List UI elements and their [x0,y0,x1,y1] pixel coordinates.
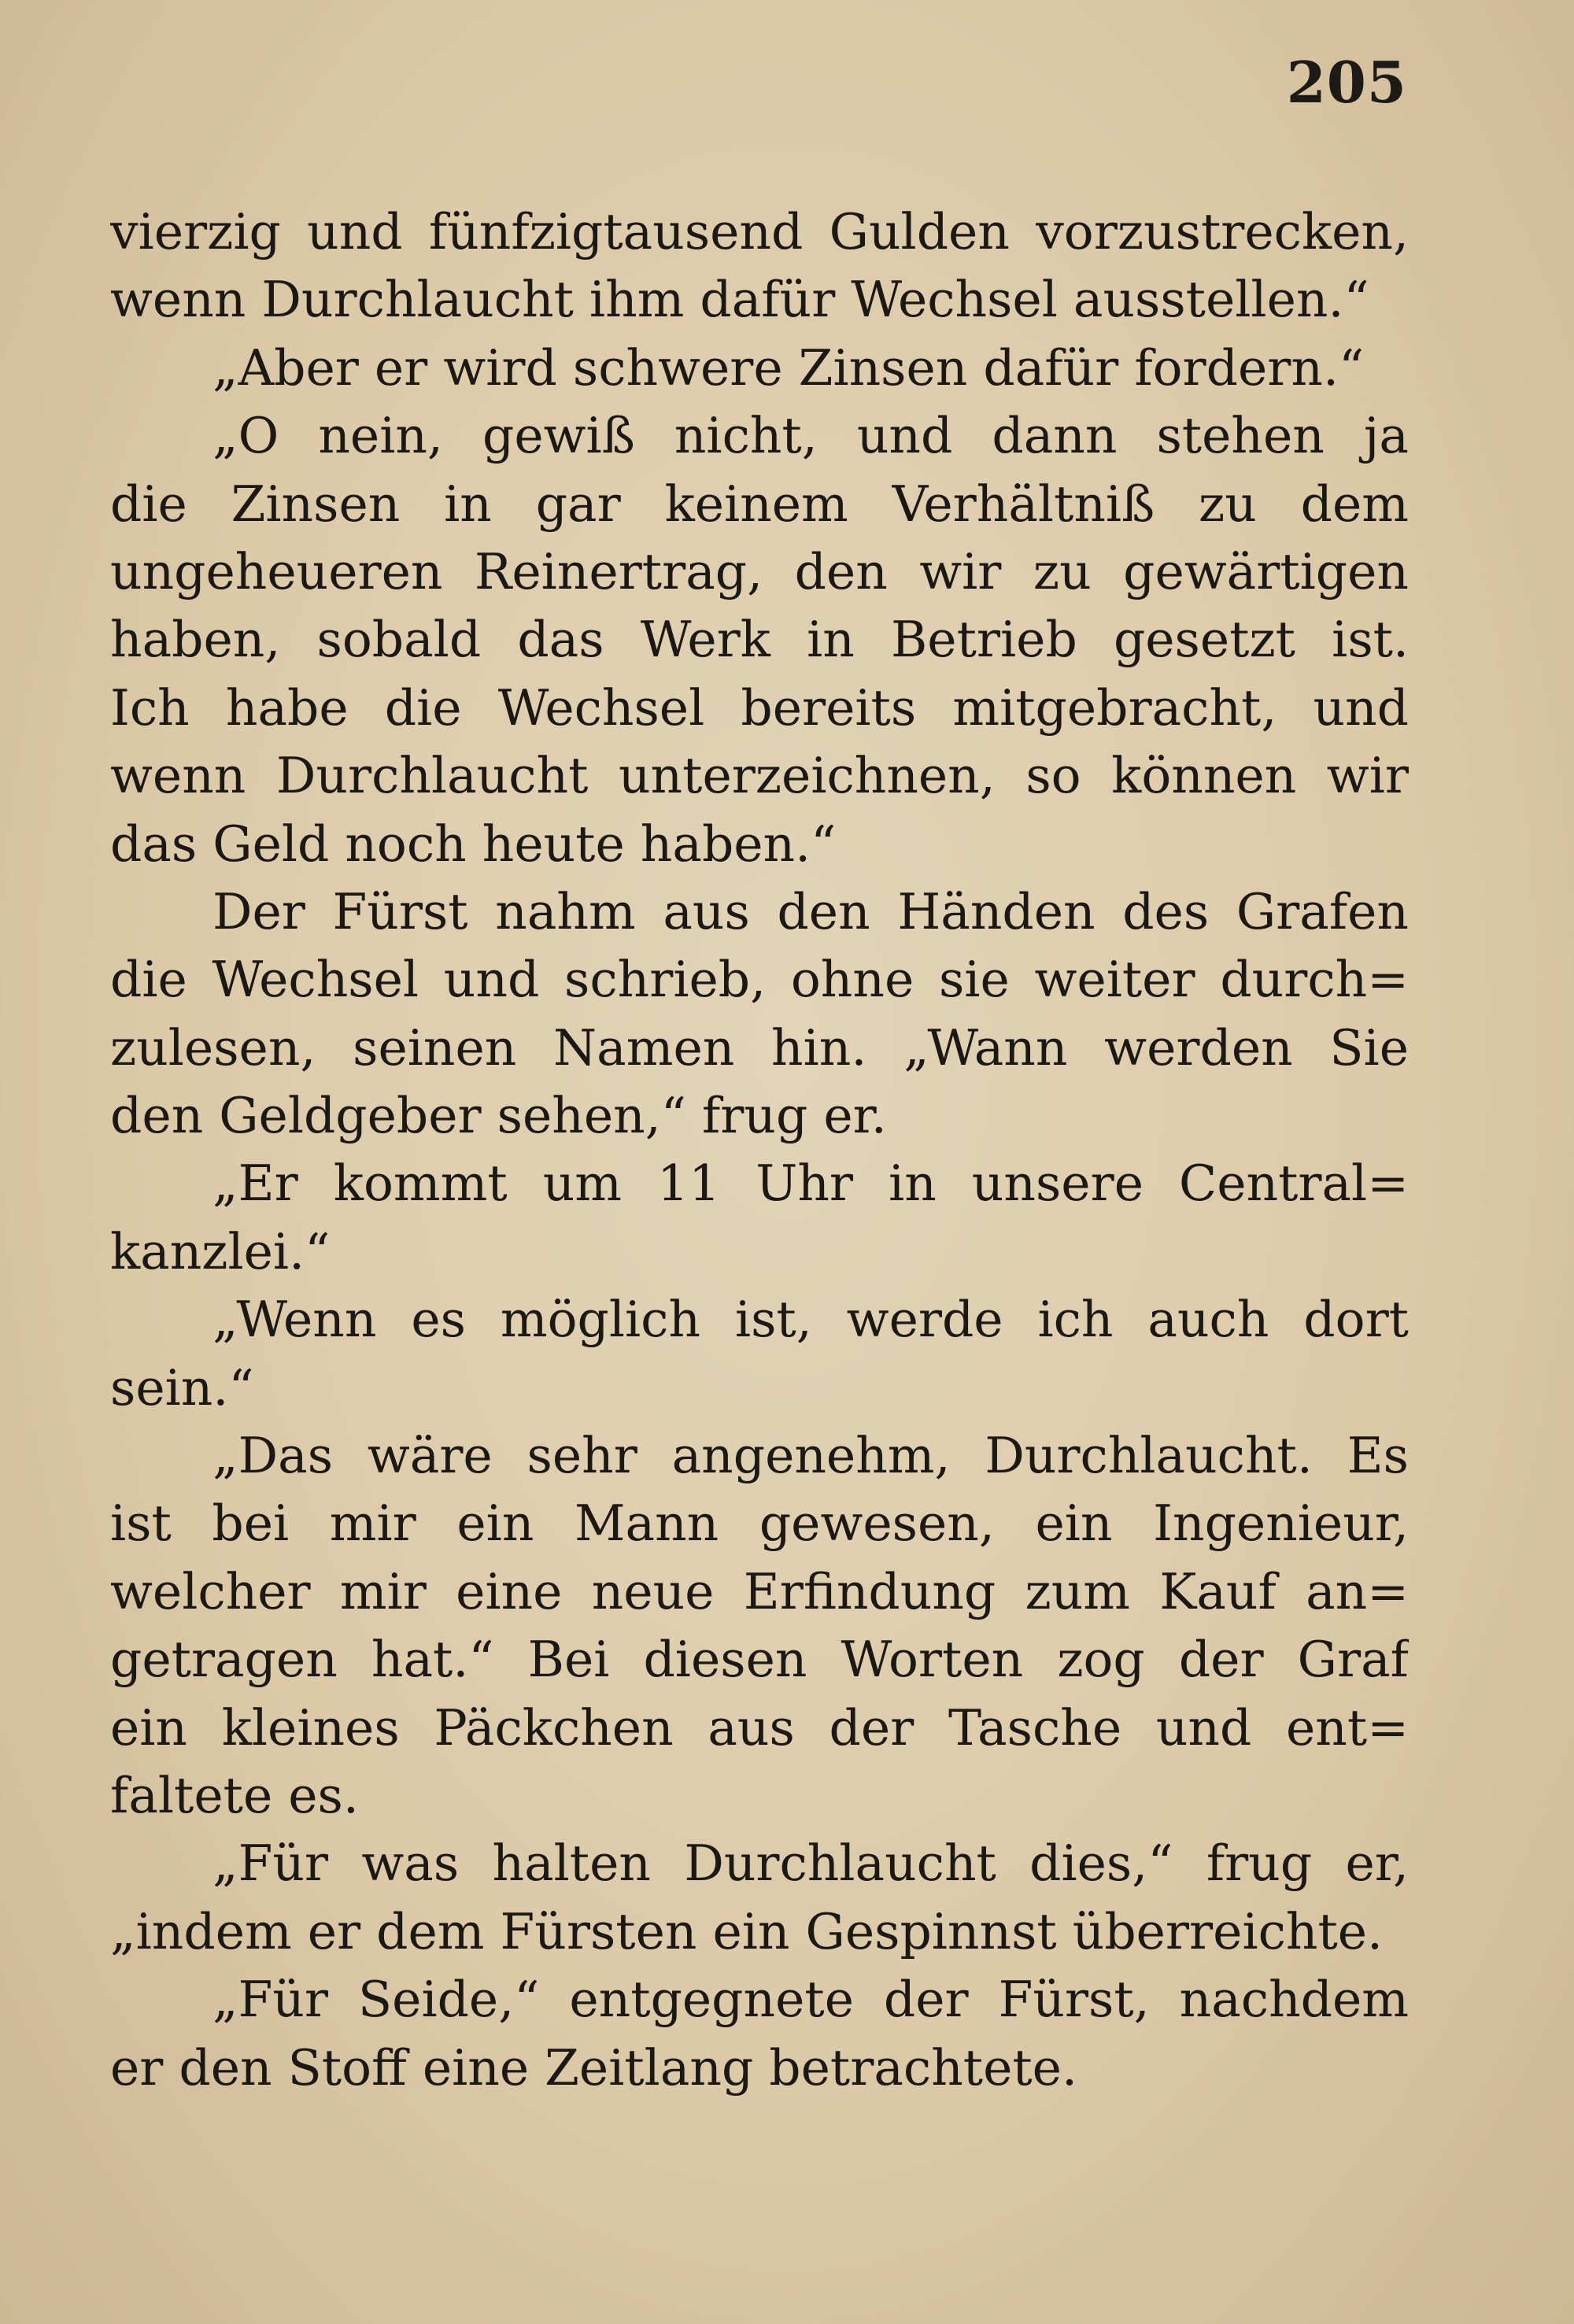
text-line: „Für Seide,“ entgegnete der Fürst, nachdem [212,1971,1409,2029]
text-line: „indem er dem Fürsten ein Gespinnst überreichte. [110,1902,1384,1960]
text-line: faltete es. [110,1766,359,1824]
text-line: „Für was halten Durchlaucht dies,“ frug er, [212,1834,1409,1893]
text-line: ungeheueren Reinertrag, den wir zu gewärtigen [110,542,1409,600]
text-line: Ich habe die Wechsel bereits mitgebracht, und [110,678,1409,737]
text-line: getragen hat.“ Bei diesen Worten zog der Graf [110,1631,1409,1689]
text-line: „Wenn es möglich ist, werde ich auch dort [212,1291,1409,1349]
text-line: ist bei mir ein Mann gewesen, ein Ingenieur, [110,1495,1409,1553]
text-line: ein kleines Päckchen aus der Tasche und ent= [110,1698,1409,1757]
text-line: Der Fürst nahm aus den Händen des Grafen [212,882,1409,940]
text-line: kanzlei.“ [110,1222,331,1280]
text-line: haben, sobald das Werk in Betrieb gesetzt ist. [110,611,1409,669]
text-line: „Aber er wird schwere Zinsen dafür fordern.“ [212,338,1365,397]
text-line: wenn Durchlaucht unterzeichnen, so können wir [110,747,1409,805]
text-line: das Geld noch heute haben.“ [110,815,837,873]
body-text [110,198,1409,2102]
text-line: die Zinsen in gar keinem Verhältniß zu dem [110,475,1409,533]
text-line: er den Stoff eine Zeitlang betrachtete. [110,2038,1077,2097]
text-line: vierzig und fünfzigtausend Gulden vorzustrecken, [110,203,1409,260]
text-line: „O nein, gewiß nicht, und dann stehen ja [212,407,1409,465]
text-line: sein.“ [110,1358,254,1417]
text-line: „Das wäre sehr angenehm, Durchlaucht. Es [212,1427,1409,1485]
page-number: 205 [1286,49,1407,116]
text-line: die Wechsel und schrieb, ohne sie weiter durch= [110,951,1409,1009]
text-line: welcher mir eine neue Erfindung zum Kauf an= [110,1562,1409,1620]
text-line: zulesen, seinen Namen hin. „Wann werden Sie [110,1018,1409,1077]
text-line: „Er kommt um 11 Uhr in unsere Central= [212,1155,1409,1213]
text-line: den Geldgeber sehen,“ frug er. [110,1087,887,1145]
text-line: wenn Durchlaucht ihm dafür Wechsel ausstellen.“ [110,271,1369,329]
